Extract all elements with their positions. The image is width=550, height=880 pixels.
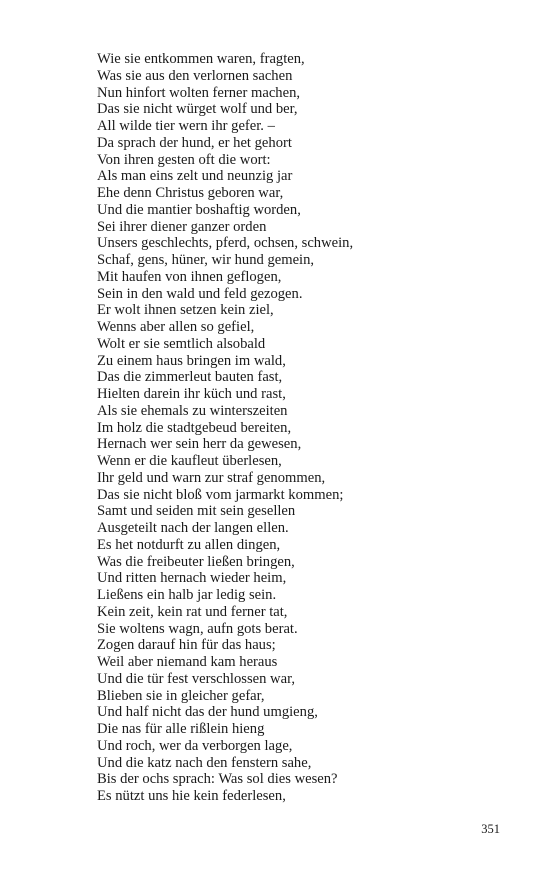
poem-line: Und die katz nach den fenstern sahe,	[97, 754, 312, 771]
poem-line: Nun hinfort wolten ferner machen,	[97, 84, 301, 101]
poem-line: Wenn er die kaufleut überlesen,	[97, 453, 282, 469]
poem-line: Wenns aber allen so gefiel,	[97, 319, 255, 335]
poem-line: Und half nicht das der hund umgieng,	[97, 704, 318, 721]
poem-line: Es het notdurft zu allen dingen,	[97, 536, 281, 553]
poem-line: Weil aber niemand kam heraus	[97, 654, 278, 670]
poem-line: Als man eins zelt und neunzig jar	[97, 168, 293, 185]
poem-text	[97, 51, 517, 805]
poem-line: Ehe denn Christus geboren war,	[97, 185, 284, 201]
poem-line: Das sie nicht würget wolf und ber,	[97, 101, 298, 118]
poem-line: Sein in den wald und feld gezogen.	[97, 285, 303, 302]
poem-line: Das sie nicht bloß vom jarmarkt kommen;	[97, 486, 344, 503]
poem-line: Sie woltens wagn, aufn gots berat.	[97, 620, 298, 637]
poem-line: Und die tür fest verschlossen war,	[97, 670, 295, 687]
poem-line: Kein zeit, kein rat und ferner tat,	[97, 603, 288, 620]
poem-line: Und die mantier boshaftig worden,	[97, 201, 301, 218]
poem-line: Die nas für alle rißlein hieng	[97, 721, 265, 737]
poem-line: Das die zimmerleut bauten fast,	[97, 369, 283, 386]
poem-line: Wie sie entkommen waren, fragten,	[97, 51, 305, 67]
poem-line: Es nützt uns hie kein federlesen,	[97, 788, 286, 804]
poem-line: Von ihren gesten oft die wort:	[97, 151, 271, 168]
poem-line: Da sprach der hund, er het gehort	[97, 134, 292, 151]
poem-line: All wilde tier wern ihr gefer. –	[97, 118, 275, 134]
poem-line: Als sie ehemals zu winterszeiten	[97, 402, 288, 419]
page-number: 351	[481, 822, 500, 836]
poem-line: Und roch, wer da verborgen lage,	[97, 737, 293, 754]
poem-line: Hernach wer sein herr da gewesen,	[97, 436, 302, 453]
poem-line: Sei ihrer diener ganzer orden	[97, 218, 267, 235]
poem-line: Was sie aus den verlornen sachen	[97, 67, 293, 84]
poem-line: Er wolt ihnen setzen kein ziel,	[97, 302, 274, 319]
poem-line: Unsers geschlechts, pferd, ochsen, schwein,	[97, 235, 354, 252]
poem-line: Zogen darauf hin für das haus;	[97, 637, 276, 654]
poem-line: Wolt er sie semtlich alsobald	[97, 335, 266, 352]
poem-line: Was die freibeuter ließen bringen,	[97, 553, 295, 570]
poem-line: Im holz die stadtgebeud bereiten,	[97, 419, 292, 436]
poem-line: Und ritten hernach wieder heim,	[97, 570, 287, 587]
poem-line: Bis der ochs sprach: Was sol dies wesen?	[97, 771, 338, 788]
poem-line: Schaf, gens, hüner, wir hund gemein,	[97, 252, 315, 268]
poem-line: Hielten darein ihr küch und rast,	[97, 386, 286, 402]
poem-line: Mit haufen von ihnen geflogen,	[97, 268, 282, 285]
poem-line: Blieben sie in gleicher gefar,	[97, 687, 265, 704]
poem-line: Ausgeteilt nach der langen ellen.	[97, 520, 289, 536]
poem-line: Ihr geld und warn zur straf genommen,	[97, 469, 326, 486]
poem-line: Ließens ein halb jar ledig sein.	[97, 587, 277, 603]
poem-line: Zu einem haus bringen im wald,	[97, 352, 286, 369]
poem-line: Samt und seiden mit sein gesellen	[97, 503, 296, 520]
